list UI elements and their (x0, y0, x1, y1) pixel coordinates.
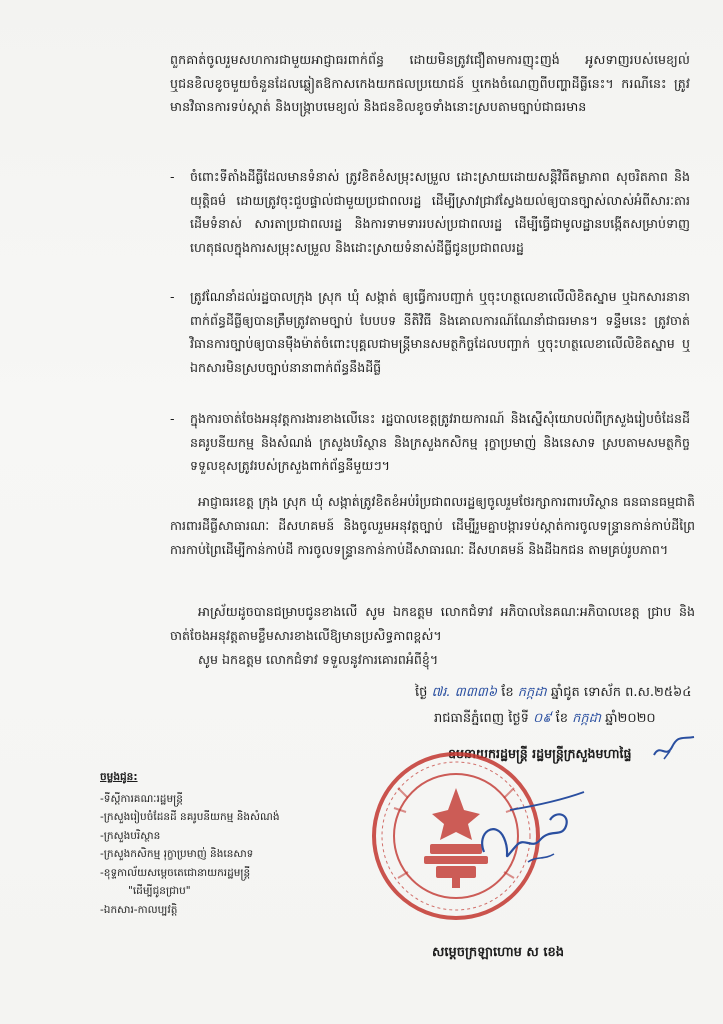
recipients-heading: ចម្លងជូន: (100, 771, 138, 783)
signatory-title: ឧបនាយករដ្ឋមន្ត្រី រដ្ឋមន្ត្រីក្រសួងមហាផ្ទៃ (448, 746, 632, 761)
recipient-item: -ក្រសួងរៀបចំដែនដី នគរូបនីយកម្ម និងសំណង់ (100, 811, 280, 823)
bullet-text: ក្នុងការចាត់ចែងអនុវត្តការងារខាងលើនេះ រដ្ឋបាលខេត្តត្រូវរាយការណ៍ និងស្នើសុំយោបល់ពីក្រសួងរៀបចំដែនដី នគរូបនីយកម្ម និងសំណង់ ក្រសួងបរិស្ថាន និងក្រសួងកសិកម្ម រុក្ខាប្រមាញ់ និងនេសាទ ស្របតាមសមត្ថកិច្ចទទួលខុសត្រូវរបស់ក្រសួងពាក់ព័ន្ធនីមួយៗ។ (190, 411, 690, 474)
lunar-date-line (415, 683, 691, 703)
solar-month-handwritten: កក្កដា (572, 711, 602, 726)
signatory-name: សម្តេចក្រឡាហោម ស ខេង (432, 945, 564, 960)
lunar-month-prefix: ខែ (501, 685, 514, 700)
recipient-item-note: "ដើម្បីជូនជ្រាប" (128, 885, 191, 897)
bullet-text: ចំពោះទីតាំងដីធ្លីដែលមានទំនាស់ ត្រូវខិតខំសម្រុះសម្រួល ដោះស្រាយដោយសន្តិវិធីតម្លាភាព សុចរិតភាព និងយុត្តិធម៌ ដោយត្រូវចុះជួបផ្ទាល់ជាមួយប្រជាពលរដ្ឋ ដើម្បីស្រាវជ្រាវស្វែងយល់ឲ្យបានច្បាស់លាស់អំពីសារៈតារដើមទំនាស់ សារតាប្រជាពលរដ្ឋ និងការទាមទាររបស់ប្រជាពលរដ្ឋ ដើម្បីធ្វើជាមូលដ្ឋានបង្កើតសម្រាប់ទាញហេតុផលក្នុងការសម្រុះសម្រួល និងដោះស្រាយទំនាស់ដីធ្លីជូនប្រជាពលរដ្ឋ (190, 169, 690, 255)
solar-day-handwritten: ០៩ (533, 711, 552, 726)
bullet-dash: - (170, 289, 175, 304)
bullet-item-2 (170, 285, 690, 379)
solar-month-prefix: ខែ (555, 711, 568, 726)
recipient-item: -ទីស្តីការគណៈរដ្ឋមន្ត្រី (100, 792, 183, 805)
solar-date-line (434, 709, 656, 729)
bullet-dash: - (170, 169, 175, 184)
handwritten-signature-icon (470, 780, 590, 880)
recipient-item: -ក្រសួងបរិស្ថាន (100, 829, 161, 842)
solar-day-prefix: រាជធានីភ្នំពេញ ថ្ងៃទី (434, 711, 529, 726)
letter-paragraph-closing: សូម ឯកឧត្តម លោកជំទាវ ទទួលនូវការគោរពអំពីខ្ញុំ។ (198, 652, 439, 667)
letter-paragraph-request: អាស្រ័យដូចបានជម្រាបជូនខាងលើ សូម ឯកឧត្តម លោកជំទាវ អភិបាលនៃគណៈអភិបាលខេត្ត ជ្រាប និងចាត់ចែងអនុវត្តតាមខ្លឹមសារខាងលើឱ្យមានប្រសិទ្ធភាពខ្ពស់។ (170, 604, 695, 643)
bullet-item-1 (170, 165, 690, 259)
lunar-year: ឆ្នាំជូត ទោស័ក ព.ស.២៥៦៤ (550, 685, 692, 700)
lunar-month-handwritten: កក្កដា (517, 685, 547, 700)
solar-year: ឆ្នាំ២០២០ (605, 711, 656, 726)
recipient-item: -ក្រសួងកសិកម្ម រុក្ខាប្រមាញ់ និងនេសាទ (100, 848, 254, 860)
letter-paragraph-authority: អាជ្ញាធរខេត្ត ក្រុង ស្រុក ឃុំ សង្កាត់ត្រូវខិតខំអប់រំប្រជាពលរដ្ឋឲ្យចូលរួមថែរក្សាការពារបរិស្ថាន ធនធានធម្មជាតិ ការពារដីធ្លីសាធារណៈ ដីសហគមន៍ និងចូលរួមអនុវត្តច្បាប់ ដើម្បីរួមគ្នាបង្ការទប់ស្កាត់ការចូលទន្ទ្រានកាន់កាប់ដីព្រៃ ការកាប់ព្រៃដើម្បីកាន់កាប់ដី ការចូលទន្ទ្រានកាន់កាប់ដីសាធារណៈ ដីសហគមន៍ និងដីឯកជន តាមគ្រប់រូបភាព។ (170, 494, 695, 557)
lunar-day-handwritten: ៧រ. ៣៣៣៦ (431, 685, 498, 700)
initial-mark-icon (650, 733, 698, 763)
bullet-text: ត្រូវណែនាំដល់រដ្ឋបាលក្រុង ស្រុក ឃុំ សង្កាត់ ឲ្យធ្វើការបញ្ជាក់ ឬចុះហត្ថលេខាលើលិខិតស្នាម ឬឯកសារនានាពាក់ព័ន្ធដីធ្លីឲ្យបានត្រឹមត្រូវតាមច្បាប់ បែបបទ នីតិវិធី និងគោលការណ៍ណែនាំជាធរមាន។ ទន្ទឹមនេះ ត្រូវចាត់វិធានការច្បាប់ឲ្យបានម៉ឺងម៉ាត់ចំពោះបុគ្គលជាមន្ត្រីមានសមត្ថកិច្ចដែលបញ្ជាក់ ឬចុះហត្ថលេខាលើលិខិតស្នាម ឬឯកសារមិនស្របច្បាប់នានាពាក់ព័ន្ធនឹងដីធ្លី (190, 289, 690, 375)
recipients-list (100, 768, 330, 919)
bullet-dash: - (170, 411, 175, 426)
bullet-item-3 (170, 407, 690, 478)
recipient-item: -ឯកសារ-កាលប្បវត្តិ (100, 903, 178, 916)
lunar-day-prefix: ថ្ងៃ (415, 685, 428, 700)
recipient-item: -ខុទ្ទកាល័យសម្តេចតេជោនាយករដ្ឋមន្ត្រី (100, 866, 251, 879)
letter-paragraph-top: ពួកគាត់ចូលរួមសហការជាមួយអាជ្ញាធរពាក់ព័ន្ធ ដោយមិនត្រូវជឿតាមការញុះញង់ អូសទាញរបស់មេខ្យល់ ឬជនខិលខូចមួយចំនួនដែលឆ្លៀតឱកាសកេងយកផលប្រយោជន៍ ឬកេងចំណេញពីបញ្ហាដីធ្លីនេះ។ ករណីនេះ ត្រូវមានវិធានការទប់ស្កាត់ និងបង្ក្រាបមេខ្យល់ និងជនខិលខូចទាំងនោះស្របតាមច្បាប់ជាធរមាន (170, 52, 690, 115)
